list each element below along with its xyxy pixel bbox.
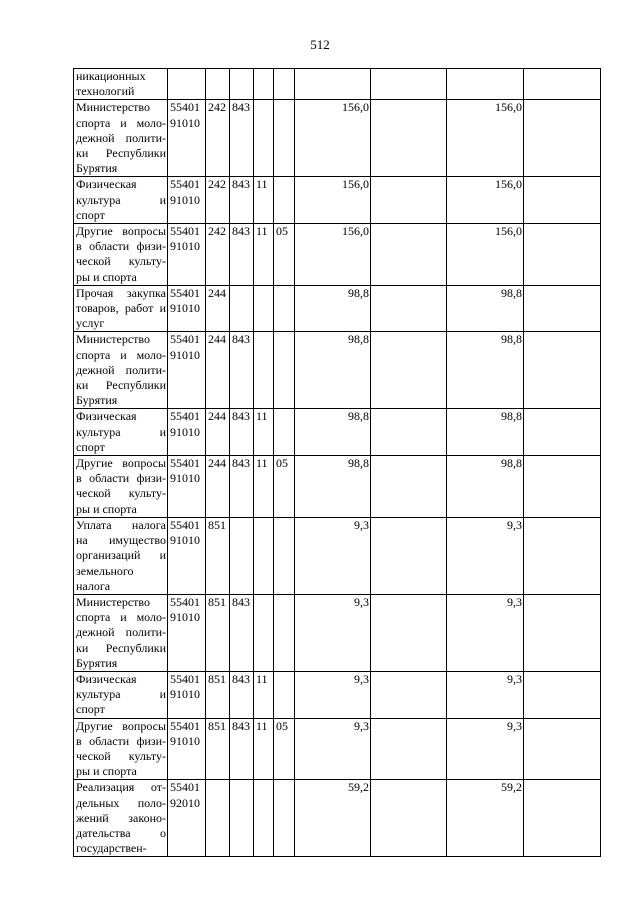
table-row xyxy=(74,332,601,409)
row-target-article-line: 91010 xyxy=(170,192,200,207)
row-sum-4 xyxy=(524,100,601,177)
row-name-line: ческой культу- xyxy=(76,254,166,269)
row-name-line: дельных поло- xyxy=(76,795,166,810)
row-target-article xyxy=(168,224,206,286)
row-name-line: на имущество xyxy=(76,533,166,548)
row-name-line: ры и спорта xyxy=(76,764,137,779)
row-target-article-line: 55401 xyxy=(170,177,200,192)
row-name-line: в области физи- xyxy=(76,471,166,486)
row-subsection: 05 xyxy=(274,224,295,286)
row-sum-2 xyxy=(371,285,447,332)
row-name-line: Министерство xyxy=(76,594,150,609)
row-name xyxy=(74,224,168,286)
row-subsection xyxy=(274,332,295,409)
row-sum-4 xyxy=(524,224,601,286)
row-name-line: в области физи- xyxy=(76,239,166,254)
row-target-article xyxy=(168,718,206,780)
row-section xyxy=(254,69,274,100)
row-department-code xyxy=(230,780,254,857)
row-name-line: Другие вопросы xyxy=(76,224,166,239)
row-name xyxy=(74,177,168,224)
row-sum-2 xyxy=(371,100,447,177)
row-name-line: Физическая xyxy=(76,177,137,192)
row-target-article-line: 91010 xyxy=(170,115,200,130)
row-sum-2 xyxy=(371,718,447,780)
row-name-line: культура и xyxy=(76,424,166,439)
row-expense-type: 851 xyxy=(206,517,230,594)
row-department-code: 843 xyxy=(230,100,254,177)
row-sum-3: 156,0 xyxy=(447,100,524,177)
row-target-article-line: 91010 xyxy=(170,733,200,748)
row-name-line: товаров, работ и xyxy=(76,301,166,316)
row-name-line: Физическая xyxy=(76,409,137,424)
row-sum-4 xyxy=(524,517,601,594)
row-expense-type: 851 xyxy=(206,594,230,671)
row-name-line: Реализация от- xyxy=(76,780,166,795)
row-sum-1: 98,8 xyxy=(295,409,371,456)
row-section: 11 xyxy=(254,456,274,518)
row-target-article xyxy=(168,332,206,409)
row-section: 11 xyxy=(254,409,274,456)
row-name-line: спорт xyxy=(76,702,105,717)
row-target-article-line: 55401 xyxy=(170,780,200,795)
row-name xyxy=(74,332,168,409)
row-name xyxy=(74,100,168,177)
row-name-line: дежной полити- xyxy=(76,625,166,640)
row-expense-type: 244 xyxy=(206,332,230,409)
row-sum-3: 9,3 xyxy=(447,671,524,718)
row-section xyxy=(254,594,274,671)
row-sum-3: 98,8 xyxy=(447,409,524,456)
row-sum-4 xyxy=(524,177,601,224)
row-subsection xyxy=(274,69,295,100)
row-sum-1: 156,0 xyxy=(295,224,371,286)
table-row xyxy=(74,517,601,594)
row-name-line: ры и спорта xyxy=(76,269,137,284)
row-name-line: дательства о xyxy=(76,825,166,840)
row-section xyxy=(254,285,274,332)
row-name-line: технологий xyxy=(76,84,135,99)
row-name-line: организаций и xyxy=(76,548,166,563)
row-sum-3: 9,3 xyxy=(447,594,524,671)
row-sum-1: 9,3 xyxy=(295,594,371,671)
row-sum-2 xyxy=(371,69,447,100)
row-name-line: Уплата налога xyxy=(76,517,166,532)
row-department-code: 843 xyxy=(230,594,254,671)
row-department-code: 843 xyxy=(230,177,254,224)
row-section: 11 xyxy=(254,718,274,780)
row-target-article-line: 91010 xyxy=(170,347,200,362)
row-sum-4 xyxy=(524,594,601,671)
table-row xyxy=(74,671,601,718)
row-sum-3 xyxy=(447,69,524,100)
row-sum-1: 9,3 xyxy=(295,671,371,718)
row-sum-1: 98,8 xyxy=(295,456,371,518)
row-sum-1: 156,0 xyxy=(295,100,371,177)
row-sum-4 xyxy=(524,285,601,332)
page-number: 512 xyxy=(310,37,330,52)
row-sum-1: 98,8 xyxy=(295,285,371,332)
row-name xyxy=(74,285,168,332)
row-target-article-line: 55401 xyxy=(170,332,200,347)
row-department-code xyxy=(230,517,254,594)
table-row xyxy=(74,224,601,286)
row-name xyxy=(74,69,168,100)
row-name-line: земельного xyxy=(76,563,134,578)
row-section xyxy=(254,332,274,409)
row-target-article-line: 55401 xyxy=(170,224,200,239)
row-subsection xyxy=(274,671,295,718)
row-sum-4 xyxy=(524,718,601,780)
row-name-line: ки Республики xyxy=(76,146,166,161)
row-sum-3: 156,0 xyxy=(447,224,524,286)
row-sum-1: 98,8 xyxy=(295,332,371,409)
row-sum-2 xyxy=(371,409,447,456)
row-name-line: государствен- xyxy=(76,841,147,856)
row-sum-1: 9,3 xyxy=(295,517,371,594)
row-sum-3: 98,8 xyxy=(447,285,524,332)
row-name-line: культура и xyxy=(76,192,166,207)
row-department-code: 843 xyxy=(230,409,254,456)
row-name-line: ческой культу- xyxy=(76,486,166,501)
row-name-line: спорта и моло- xyxy=(76,610,166,625)
row-subsection xyxy=(274,780,295,857)
row-name-line: ческой культу- xyxy=(76,748,166,763)
row-name-line: Прочая закупка xyxy=(76,285,166,300)
row-name-line: налога xyxy=(76,578,111,593)
row-department-code xyxy=(230,285,254,332)
row-section: 11 xyxy=(254,224,274,286)
row-name-line: Физическая xyxy=(76,671,137,686)
row-expense-type: 242 xyxy=(206,100,230,177)
row-name-line: услуг xyxy=(76,316,105,331)
row-subsection xyxy=(274,594,295,671)
row-expense-type xyxy=(206,780,230,857)
row-expense-type xyxy=(206,69,230,100)
table-row xyxy=(74,594,601,671)
row-name-line: дежной полити- xyxy=(76,130,166,145)
row-sum-2 xyxy=(371,224,447,286)
row-expense-type: 242 xyxy=(206,224,230,286)
row-target-article xyxy=(168,780,206,857)
row-target-article-line: 55401 xyxy=(170,100,200,115)
row-subsection xyxy=(274,409,295,456)
row-name xyxy=(74,594,168,671)
table-row xyxy=(74,780,601,857)
row-expense-type: 244 xyxy=(206,409,230,456)
row-department-code xyxy=(230,69,254,100)
row-target-article-line: 55401 xyxy=(170,409,200,424)
row-subsection xyxy=(274,177,295,224)
row-department-code: 843 xyxy=(230,332,254,409)
row-name-line: Министерство xyxy=(76,100,150,115)
row-section: 11 xyxy=(254,177,274,224)
row-target-article-line: 55401 xyxy=(170,718,200,733)
row-name xyxy=(74,517,168,594)
row-target-article-line: 92010 xyxy=(170,795,200,810)
row-target-article xyxy=(168,409,206,456)
row-target-article-line: 55401 xyxy=(170,517,200,532)
row-target-article-line: 91010 xyxy=(170,610,200,625)
row-target-article-line: 55401 xyxy=(170,594,200,609)
row-name-line: в области физи- xyxy=(76,733,166,748)
row-name-line: Министерство xyxy=(76,332,150,347)
row-section: 11 xyxy=(254,671,274,718)
table-row xyxy=(74,285,601,332)
budget-table xyxy=(73,68,601,857)
row-target-article xyxy=(168,69,206,100)
row-sum-1 xyxy=(295,69,371,100)
table-row xyxy=(74,409,601,456)
row-name-line: Другие вопросы xyxy=(76,456,166,471)
row-section xyxy=(254,780,274,857)
row-sum-2 xyxy=(371,332,447,409)
row-sum-2 xyxy=(371,594,447,671)
row-target-article xyxy=(168,671,206,718)
row-sum-3: 98,8 xyxy=(447,332,524,409)
row-name-line: спорт xyxy=(76,439,105,454)
row-sum-2 xyxy=(371,177,447,224)
row-name xyxy=(74,671,168,718)
row-expense-type: 851 xyxy=(206,671,230,718)
row-department-code: 843 xyxy=(230,671,254,718)
row-target-article-line: 91010 xyxy=(170,301,200,316)
row-name-line: дежной полити- xyxy=(76,362,166,377)
row-target-article xyxy=(168,456,206,518)
row-sum-3: 9,3 xyxy=(447,718,524,780)
row-department-code: 843 xyxy=(230,456,254,518)
row-expense-type: 851 xyxy=(206,718,230,780)
row-department-code: 843 xyxy=(230,224,254,286)
row-sum-2 xyxy=(371,517,447,594)
row-sum-1: 156,0 xyxy=(295,177,371,224)
row-sum-1: 59,2 xyxy=(295,780,371,857)
row-department-code: 843 xyxy=(230,718,254,780)
row-name-line: Бурятия xyxy=(76,655,118,670)
row-name-line: Бурятия xyxy=(76,161,118,176)
row-sum-3: 98,8 xyxy=(447,456,524,518)
row-name xyxy=(74,718,168,780)
row-sum-4 xyxy=(524,671,601,718)
table-row xyxy=(74,100,601,177)
row-target-article xyxy=(168,100,206,177)
row-name-line: Другие вопросы xyxy=(76,718,166,733)
table-row xyxy=(74,718,601,780)
row-name-line: спорта и моло- xyxy=(76,115,166,130)
row-name xyxy=(74,780,168,857)
row-target-article-line: 55401 xyxy=(170,285,200,300)
row-name-line: ки Республики xyxy=(76,378,166,393)
row-sum-3: 156,0 xyxy=(447,177,524,224)
row-sum-4 xyxy=(524,332,601,409)
row-target-article-line: 91010 xyxy=(170,239,200,254)
row-name-line: спорта и моло- xyxy=(76,347,166,362)
row-sum-4 xyxy=(524,780,601,857)
row-target-article-line: 91010 xyxy=(170,533,200,548)
row-sum-2 xyxy=(371,671,447,718)
row-name xyxy=(74,409,168,456)
row-name-line: жений законо- xyxy=(76,810,166,825)
row-sum-4 xyxy=(524,456,601,518)
row-target-article-line: 91010 xyxy=(170,687,200,702)
row-subsection xyxy=(274,285,295,332)
row-name-line: Бурятия xyxy=(76,393,118,408)
table-row xyxy=(74,456,601,518)
row-name-line: культура и xyxy=(76,687,166,702)
row-subsection xyxy=(274,100,295,177)
row-expense-type: 244 xyxy=(206,285,230,332)
row-subsection: 05 xyxy=(274,718,295,780)
row-sum-4 xyxy=(524,69,601,100)
row-name-line: никационных xyxy=(76,69,146,83)
row-target-article-line: 55401 xyxy=(170,671,200,686)
row-expense-type: 244 xyxy=(206,456,230,518)
row-expense-type: 242 xyxy=(206,177,230,224)
row-subsection xyxy=(274,517,295,594)
row-sum-4 xyxy=(524,409,601,456)
row-target-article-line: 55401 xyxy=(170,456,200,471)
row-sum-3: 9,3 xyxy=(447,517,524,594)
row-sum-2 xyxy=(371,456,447,518)
row-section xyxy=(254,517,274,594)
row-target-article xyxy=(168,594,206,671)
row-name-line: спорт xyxy=(76,207,105,222)
row-target-article xyxy=(168,177,206,224)
row-target-article xyxy=(168,285,206,332)
row-target-article xyxy=(168,517,206,594)
row-name-line: ры и спорта xyxy=(76,501,137,516)
table-row xyxy=(74,69,601,100)
row-target-article-line: 91010 xyxy=(170,471,200,486)
row-subsection: 05 xyxy=(274,456,295,518)
row-target-article-line: 91010 xyxy=(170,424,200,439)
table-row xyxy=(74,177,601,224)
row-section xyxy=(254,100,274,177)
row-name xyxy=(74,456,168,518)
row-sum-1: 9,3 xyxy=(295,718,371,780)
row-sum-2 xyxy=(371,780,447,857)
row-name-line: ки Республики xyxy=(76,640,166,655)
row-sum-3: 59,2 xyxy=(447,780,524,857)
